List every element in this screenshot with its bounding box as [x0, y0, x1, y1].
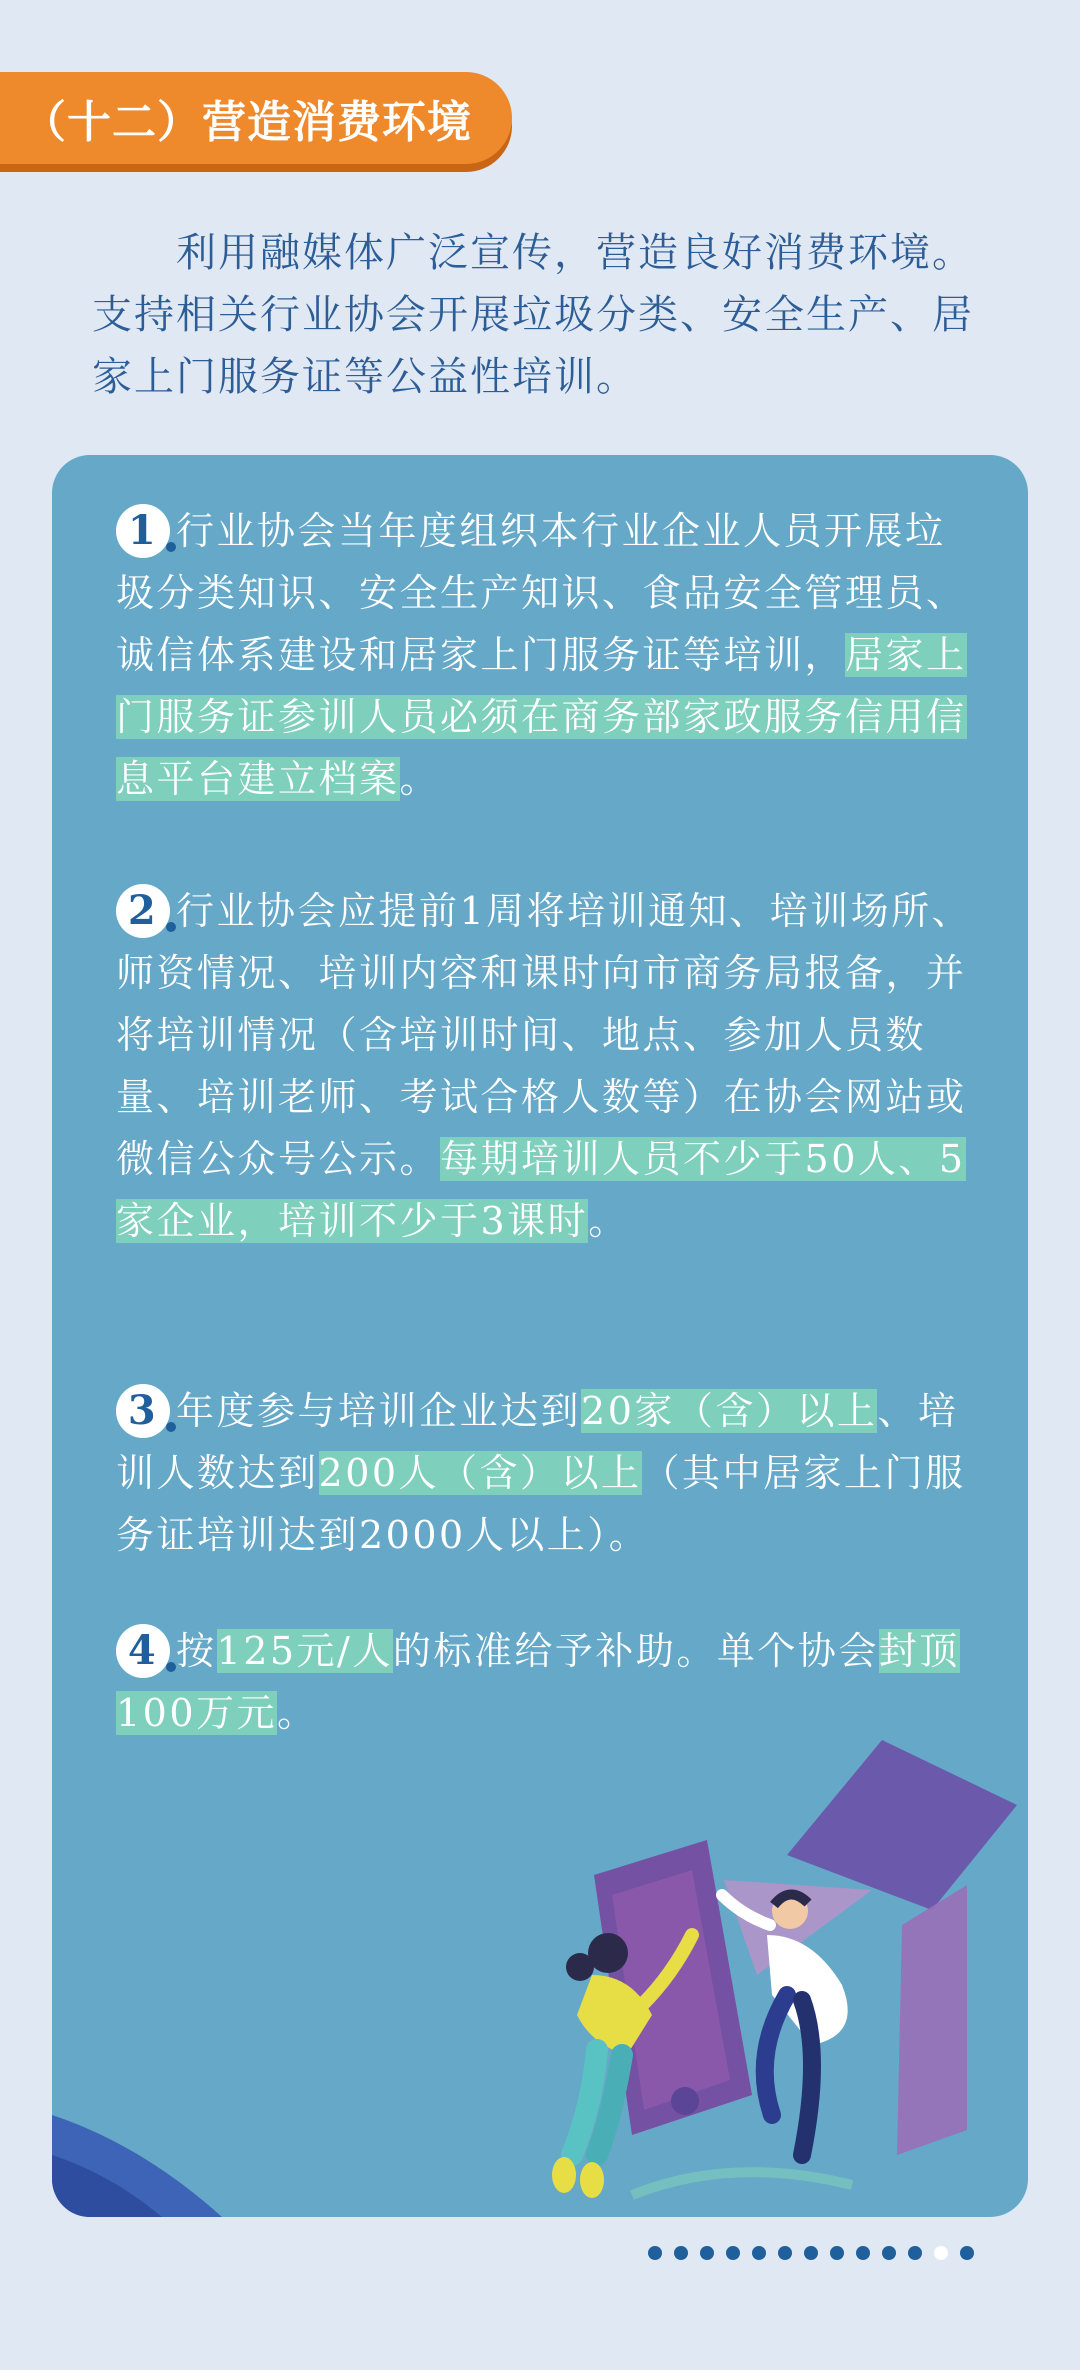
highlighted-text: 每期培训人员不少于50人、5家企业，培训不少于3课时 — [116, 1137, 966, 1243]
page-dot[interactable] — [752, 2246, 766, 2260]
item-number-badge: 3 — [116, 1384, 170, 1438]
item-text: 按 — [176, 1629, 217, 1673]
page-dot[interactable] — [726, 2246, 740, 2260]
section-title: （十二）营造消费环境 — [22, 97, 472, 148]
highlighted-text: 封顶100万元 — [116, 1629, 960, 1735]
page-dot[interactable] — [674, 2246, 688, 2260]
page-dot[interactable] — [856, 2246, 870, 2260]
item-text: 行业协会应提前1周将培训通知、培训场所、师资情况、培训内容和课时向市商务局报备，并将培训情况（含培训时间、地点、参加人员数量、培训老师、考试合格人数等）在协会网站或微信公众号公示。 — [116, 889, 973, 1181]
item-number-badge: 1 — [116, 504, 170, 558]
people-flying-with-shapes-illustration — [52, 455, 1028, 2217]
item-number-badge: 2 — [116, 884, 170, 938]
page-dot[interactable] — [830, 2246, 844, 2260]
page-dot[interactable] — [882, 2246, 896, 2260]
item-text: 。 — [399, 757, 441, 801]
item-text: 、培训人数达到 — [116, 1389, 959, 1495]
page-indicator — [648, 2246, 974, 2260]
content-panel — [52, 455, 1028, 2217]
item-text: （其中居家上门服务证培训达到2000人以上）。 — [116, 1451, 966, 1557]
item-text: 年度参与培训企业达到 — [176, 1389, 582, 1433]
page-dot[interactable] — [960, 2246, 974, 2260]
highlighted-text: 125元/人 — [216, 1629, 393, 1673]
highlighted-text: 200人（含）以上 — [318, 1451, 642, 1495]
section-title-tab — [0, 72, 512, 164]
page-dot[interactable] — [700, 2246, 714, 2260]
intro-paragraph: 利用融媒体广泛宣传，营造良好消费环境。支持相关行业协会开展垃圾分类、安全生产、居家上门服务证等公益性培训。 — [92, 230, 974, 400]
page-dot[interactable] — [908, 2246, 922, 2260]
item-text: 的标准给予补助。单个协会 — [392, 1629, 879, 1673]
page-dot[interactable] — [934, 2246, 948, 2260]
item-text: 。 — [277, 1691, 318, 1735]
item-text: 。 — [588, 1199, 629, 1243]
page-dot[interactable] — [648, 2246, 662, 2260]
highlighted-text: 20家（含）以上 — [581, 1389, 878, 1433]
page-dot[interactable] — [804, 2246, 818, 2260]
item-number-badge: 4 — [116, 1624, 170, 1678]
item-text: 行业协会当年度组织本行业企业人员开展垃圾分类知识、安全生产知识、食品安全管理员、诚信体系建设和居家上门服务证等培训， — [116, 509, 967, 677]
page-dot[interactable] — [778, 2246, 792, 2260]
highlighted-text: 居家上门服务证参训人员必须在商务部家政服务信用信息平台建立档案 — [116, 633, 967, 801]
